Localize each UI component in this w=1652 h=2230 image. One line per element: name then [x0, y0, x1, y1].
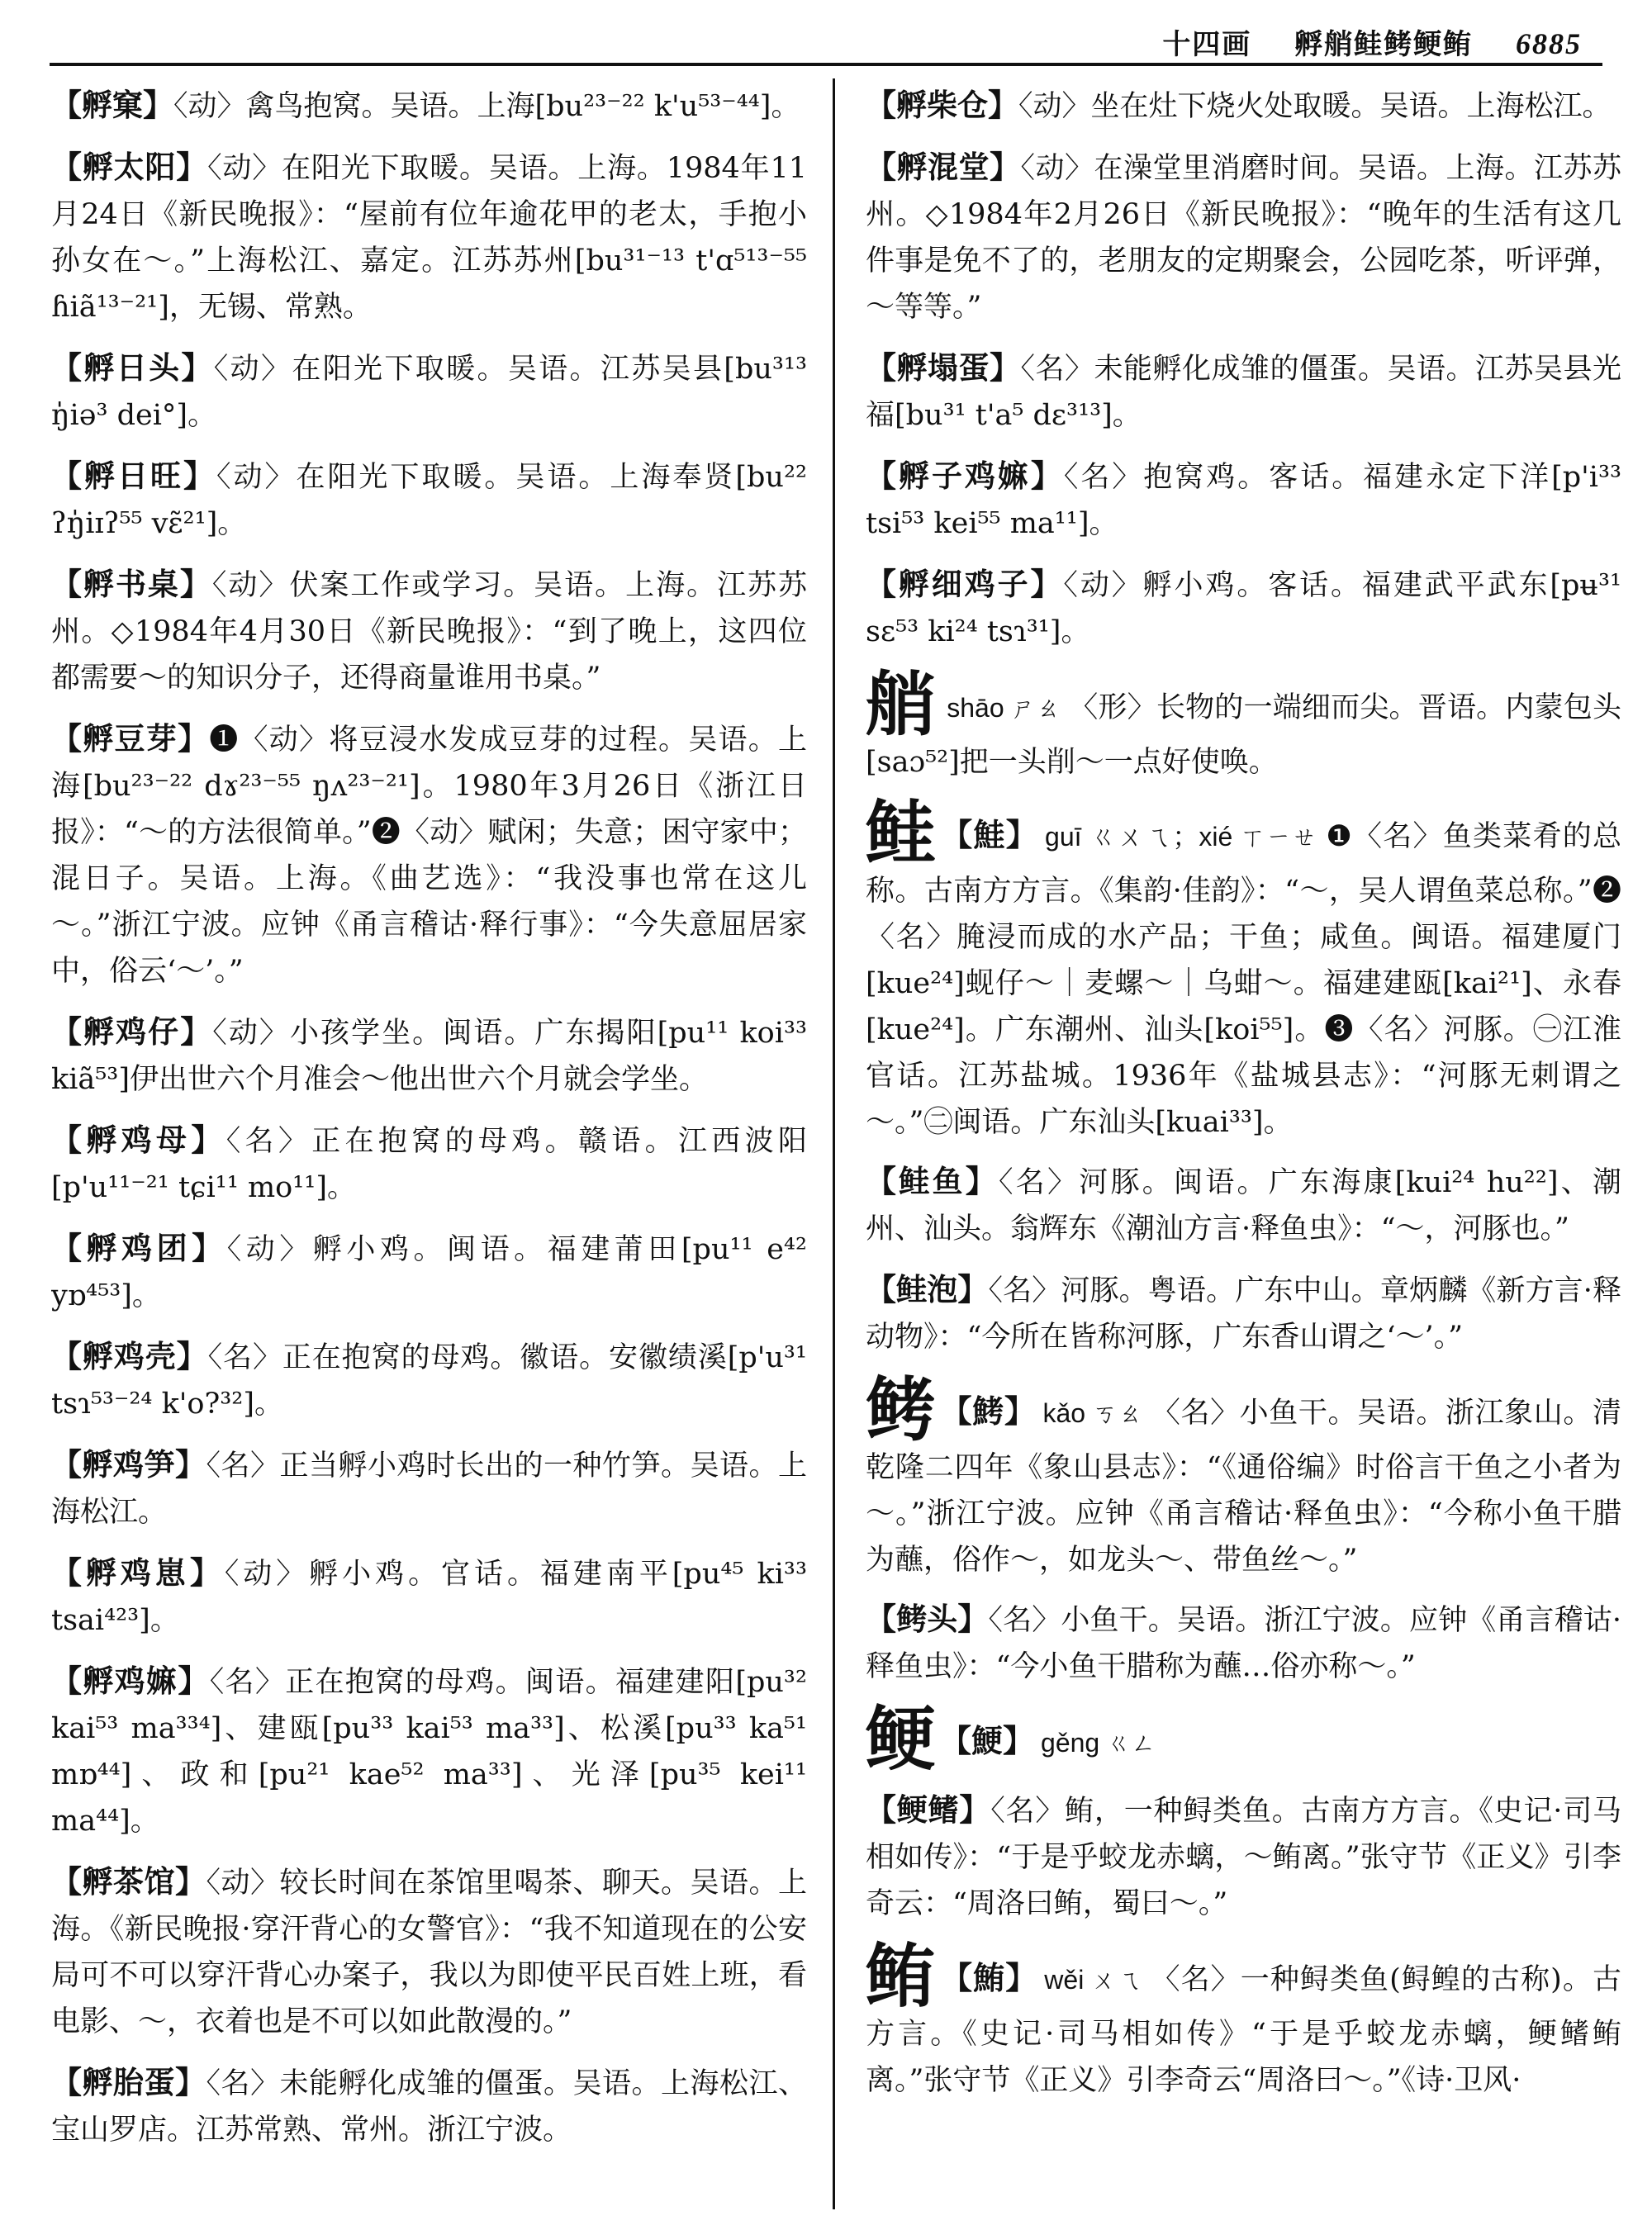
zhuyin: ㄕㄠ	[1010, 695, 1061, 724]
entry-headword: 【孵鸡笋】	[51, 1447, 206, 1483]
entry-headword: 【鲓头】	[866, 1601, 989, 1637]
definition-text: 〈动〉孵小鸡。官话。福建南平[pu⁴⁵ ki³³ tsai⁴²³]。	[51, 1558, 807, 1637]
definition-text: 〈名〉河豚。闽语。广东海康[kui²⁴ hu²²]、潮州、汕头。翁辉东《潮汕方言·释鱼虫》：“～，河豚也。”	[866, 1166, 1621, 1245]
head-character-entry	[866, 663, 1621, 785]
left-column	[51, 83, 807, 2213]
definition-text: 〈动〉坐在灶下烧火处取暖。吴语。上海松江。	[1018, 90, 1612, 123]
dictionary-entry	[51, 1226, 807, 1319]
zhuyin: ㄎㄠ	[1092, 1400, 1143, 1429]
definition-text: ❶〈名〉鱼类菜肴的总称。古南方方言。《集韵·佳韵》：“～，吴人谓鱼菜总称。”❷〈名〉腌浸而成的水产品；干鱼；咸鱼。闽语。福建厦门[kue²⁴]蚬仔～｜麦螺～｜乌蚶～。福建建瓯[kai²¹]、永春[kue²⁴]。广东潮州、汕头[koi⁵⁵]。❸〈名〉河豚。㊀江淮官话。江苏盐城。1936年《盐城县志》：“河豚无刺谓之～。”㊁闽语。广东汕头[kuai³³]。	[866, 820, 1621, 1139]
pinyin: kǎo	[1042, 1398, 1086, 1428]
head-character: 艄	[866, 663, 936, 745]
dictionary-entry	[51, 562, 807, 701]
dictionary-entry	[51, 83, 807, 130]
entry-headword: 【鲠鳍】	[866, 1792, 991, 1828]
entry-headword: 【孵书桌】	[51, 567, 212, 602]
section-label: 十四画	[1162, 28, 1252, 61]
definition-text: 〈名〉正在抱窝的母鸡。闽语。福建建阳[pu³² kai⁵³ ma³³⁴]、建瓯[pu³³ kai⁵³ ma³³]、松溪[pu³³ ka⁵¹ mɒ⁴⁴]、政和[pu²¹ kae⁵² ma³³]、光泽[pu³⁵ kei¹¹ ma⁴⁴]。	[51, 1666, 807, 1838]
definition-text: 〈动〉孵小鸡。客话。福建武平武东[pʉ³¹ sɛ⁵³ ki²⁴ tsɿ³¹]。	[866, 569, 1621, 648]
zhuyin: ㄍㄥ	[1106, 1729, 1156, 1758]
zhuyin: ㄒㄧㄝ	[1239, 823, 1318, 852]
definition-text: 〈动〉在阳光下取暖。吴语。江苏吴县[bu³¹³ ŋ̍iə³ dei°]。	[51, 353, 807, 432]
pinyin: shāo	[947, 693, 1004, 723]
entry-headword: 【孵鸡嫲】	[51, 1663, 210, 1699]
entry-headword: 【孵鸡团】	[51, 1231, 227, 1266]
head-character-entry	[866, 1698, 1621, 1780]
definition-text: 〈动〉孵小鸡。闽语。福建莆田[pu¹¹ e⁴² yɒ⁴⁵³]。	[51, 1233, 807, 1312]
running-head	[1131, 21, 1582, 62]
definition-text: 〈名〉未能孵化成雏的僵蛋。吴语。江苏吴县光福[bu³¹ t'a⁵ dɛ³¹³]。	[866, 353, 1621, 432]
pinyin: guī ㄍㄨㄟ；xié	[1045, 822, 1233, 852]
definition-text: 〈名〉小鱼干。吴语。浙江象山。清乾隆二四年《象山县志》：“《通俗编》时俗言干鱼之小者为～。”浙江宁波。应钟《甬言稽诂·释鱼虫》：“今称小鱼干腊为蘸，俗作～，如龙头～、带鱼丝～。”	[866, 1397, 1621, 1577]
entry-headword: 【孵豆芽】	[51, 721, 210, 757]
definition-text: 〈名〉一种鲟类鱼(鲟鳇的古称)。古方言。《史记·司马相如传》“于是乎蛟龙赤螭，鲠鳍鲔离。”张守节《正义》引李奇云“周洛曰～。”《诗·卫风·	[866, 1963, 1621, 2097]
entry-headword: 【孵混堂】	[866, 149, 1021, 185]
dictionary-entry	[866, 345, 1621, 439]
entry-headword: 【鲑鱼】	[866, 1164, 999, 1199]
definition-text: 〈动〉小孩学坐。闽语。广东揭阳[pu¹¹ koi³³ kiã⁵³]伊出世六个月准会～他出世六个月就会学坐。	[51, 1017, 807, 1096]
entry-headword: 【孵鸡崽】	[51, 1555, 225, 1591]
head-character: 鲓	[866, 1369, 936, 1450]
definition-text: 〈名〉抱窝鸡。客话。福建永定下洋[p'i³³ tsi⁵³ kei⁵⁵ ma¹¹]。	[866, 461, 1621, 540]
dictionary-entry	[51, 1009, 807, 1103]
definition-text: 〈名〉鲔，一种鲟类鱼。古南方方言。《史记·司马相如传》：“于是乎蛟龙赤螭，～鲔离。”张守节《正义》引李奇云：“周洛曰鲔，蜀曰～。”	[866, 1795, 1621, 1920]
dictionary-entry	[866, 562, 1621, 655]
dictionary-entry	[866, 145, 1621, 330]
dictionary-entry	[51, 1658, 807, 1844]
entry-headword: 【孵鸡母】	[51, 1122, 226, 1158]
entry-headword: 【孵窠】	[51, 88, 173, 123]
definition-text: 〈名〉未能孵化成雏的僵蛋。吴语。上海松江、宝山罗店。江苏常熟、常州。浙江宁波。	[51, 2067, 807, 2147]
definition-text: 〈动〉伏案工作或学习。吴语。上海。江苏苏州。◇1984年4月30日《新民晚报》：“到了晚上，这四位都需要～的知识分子，还得商量谁用书桌。”	[51, 569, 807, 695]
entry-headword: 【孵塌蛋】	[866, 350, 1021, 386]
dictionary-entry	[51, 1117, 807, 1211]
dictionary-entry	[51, 1859, 807, 2045]
definition-text: 〈名〉正当孵小鸡时长出的一种竹笋。吴语。上海松江。	[51, 1450, 807, 1529]
head-character: 鲑	[866, 792, 937, 874]
dictionary-entry	[51, 1442, 807, 1535]
entry-headword: 【孵太阳】	[51, 149, 208, 185]
traditional-form: 【鯁】	[940, 1723, 1035, 1759]
dictionary-entry	[51, 2060, 807, 2153]
dictionary-entry	[866, 1267, 1621, 1360]
head-character: 鲠	[866, 1698, 936, 1780]
dictionary-entry	[866, 1597, 1621, 1690]
definition-text: 〈动〉禽鸟抱窝。吴语。上海[bu²³⁻²² k'u⁵³⁻⁴⁴]。	[173, 90, 800, 123]
right-column	[866, 83, 1621, 2213]
pinyin: wěi	[1044, 1965, 1085, 1995]
dictionary-entry	[866, 453, 1621, 547]
entry-headword: 【孵鸡仔】	[51, 1014, 213, 1050]
definition-text: ❶〈动〉将豆浸水发成豆芽的过程。吴语。上海[bu²³⁻²² dɤ²³⁻⁵⁵ ŋʌ²³⁻²¹]。1980年3月26日《浙江日报》：“～的方法很简单。”❷〈动〉赋闲；失意；困守家中；混日子。吴语。上海。《曲艺选》：“我没事也常在这儿～。”浙江宁波。应钟《甬言稽诂·释行事》：“今失意屈居家中，俗云‘～’。”	[51, 724, 807, 988]
definition-text: 〈动〉较长时间在茶馆里喝茶、聊天。吴语。上海。《新民晚报·穿汗背心的女警官》：“我不知道现在的公安局可不可以穿汗背心办案子，我以为即使平民百姓上班，看电影、～，衣着也是不可以如此散漫的。”	[51, 1867, 807, 2038]
head-character-entry	[866, 1369, 1621, 1583]
entry-headword: 【孵日旺】	[51, 458, 216, 494]
definition-text: 〈动〉在阳光下取暖。吴语。上海奉贤[bu²² ʔŋ̍iɪʔ⁵⁵ vɛ̃²¹]。	[51, 461, 807, 540]
entry-headword: 【孵子鸡嫲】	[866, 458, 1064, 494]
entry-headword: 【孵茶馆】	[51, 1864, 206, 1900]
entry-headword: 【孵鸡壳】	[51, 1339, 208, 1374]
definition-text: 〈动〉在澡堂里消磨时间。吴语。上海。江苏苏州。◇1984年2月26日《新民晚报》：“晚年的生活有这几件事是免不了的，老朋友的定期聚会，公园吃茶，听评弹，～等等。”	[866, 152, 1621, 324]
dictionary-entry	[51, 145, 807, 330]
definition-text: 〈动〉在阳光下取暖。吴语。上海。1984年11月24日《新民晚报》：“屋前有位年逾花甲的老太，手抱小孙女在～。”上海松江、嘉定。江苏苏州[bu³¹⁻¹³ t'ɑ⁵¹³⁻⁵⁵ ɦiã¹³⁻²¹]，无锡、常熟。	[51, 152, 807, 324]
dictionary-entry	[51, 1550, 807, 1644]
page-number: 6885	[1516, 27, 1582, 60]
dictionary-entry	[51, 1334, 807, 1427]
column-divider	[833, 78, 835, 2209]
entry-headword: 【孵柴仓】	[866, 88, 1018, 123]
entry-headword: 【鲑泡】	[866, 1272, 989, 1307]
zhuyin: ㄨㄟ	[1090, 1967, 1143, 1995]
head-character-entry	[866, 792, 1621, 1146]
entry-headword: 【孵日头】	[51, 350, 214, 386]
dictionary-entry	[866, 1159, 1621, 1252]
traditional-form: 【鮪】	[941, 1960, 1038, 1996]
definition-text: 〈名〉正在抱窝的母鸡。徽语。安徽绩溪[p'u³¹ tsɿ⁵³⁻²⁴ k'o?³²]。	[51, 1341, 807, 1421]
dictionary-entry	[51, 716, 807, 994]
head-character: 鲔	[866, 1935, 937, 2017]
traditional-form: 【鮭】	[941, 817, 1039, 853]
definition-text: 〈名〉小鱼干。吴语。浙江宁波。应钟《甬言稽诂·释鱼虫》：“今小鱼干腊称为蘸…俗亦称～。”	[866, 1604, 1621, 1683]
page-header	[50, 18, 1602, 66]
entry-headword: 【孵细鸡子】	[866, 567, 1064, 602]
definition-text: 〈形〉长物的一端细而尖。晋语。内蒙包头[saɔ⁵²]把一头削～一点好使唤。	[866, 691, 1621, 779]
dictionary-entry	[51, 453, 807, 547]
dictionary-entry	[866, 1787, 1621, 1927]
header-chars: 孵艄鲑鲓鲠鲔	[1294, 28, 1474, 61]
dictionary-entry	[866, 83, 1621, 130]
definition-text: 〈名〉正在抱窝的母鸡。赣语。江西波阳[p'u¹¹⁻²¹ tɕi¹¹ mo¹¹]。	[51, 1125, 807, 1204]
entry-headword: 【孵胎蛋】	[51, 2065, 206, 2100]
traditional-form: 【鮳】	[940, 1393, 1037, 1430]
definition-text: 〈名〉河豚。粤语。广东中山。章炳麟《新方言·释动物》：“今所在皆称河豚，广东香山谓之‘～’。”	[866, 1274, 1621, 1354]
head-character-entry	[866, 1935, 1621, 2104]
pinyin: gěng	[1041, 1728, 1100, 1758]
dictionary-entry	[51, 345, 807, 439]
